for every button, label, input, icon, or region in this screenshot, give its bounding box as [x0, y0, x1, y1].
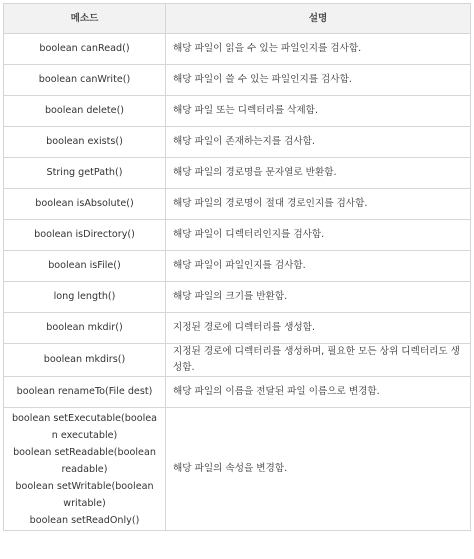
method-cell: boolean isFile() [4, 251, 166, 282]
table-row [4, 313, 471, 344]
table-header-row [4, 4, 471, 34]
table-row [4, 127, 471, 158]
table-row [4, 34, 471, 65]
table-row [4, 65, 471, 96]
method-cell: boolean mkdirs() [4, 344, 166, 377]
table-row [4, 377, 471, 408]
description-cell: 해당 파일이 파일인지를 검사함. [166, 251, 471, 282]
table-row [4, 158, 471, 189]
method-table-container [3, 3, 470, 531]
table-row-setters [4, 408, 471, 531]
table-row [4, 344, 471, 377]
description-cell: 해당 파일의 이름을 전달된 파일 이름으로 변경함. [166, 377, 471, 408]
description-cell: 지정된 경로에 디렉터리를 생성하며, 필요한 모든 상위 디렉터리도 생성함. [166, 344, 471, 377]
description-cell: 지정된 경로에 디렉터리를 생성함. [166, 313, 471, 344]
description-cell: 해당 파일의 크기를 반환함. [166, 282, 471, 313]
method-cell: boolean isDirectory() [4, 220, 166, 251]
description-cell: 해당 파일의 속성을 변경함. [166, 408, 471, 531]
description-cell: 해당 파일이 쓸 수 있는 파일인지를 검사함. [166, 65, 471, 96]
method-cell: String getPath() [4, 158, 166, 189]
method-cell-setters [4, 408, 166, 531]
description-cell: 해당 파일이 디렉터리인지를 검사함. [166, 220, 471, 251]
description-cell: 해당 파일의 경로명을 문자열로 반환함. [166, 158, 471, 189]
table-row [4, 251, 471, 282]
description-cell: 해당 파일의 경로명이 절대 경로인지를 검사함. [166, 189, 471, 220]
description-cell: 해당 파일이 존재하는지를 검사함. [166, 127, 471, 158]
table-row [4, 220, 471, 251]
header-method: 메소드 [4, 4, 166, 34]
file-methods-table [3, 3, 471, 531]
method-line: boolean setReadable(boolean readable) [13, 446, 156, 475]
table-row [4, 189, 471, 220]
method-cell: boolean canWrite() [4, 65, 166, 96]
header-description: 설명 [166, 4, 471, 34]
method-line: boolean setExecutable(boolean executable) [11, 412, 158, 441]
method-line: boolean setWritable(boolean writable) [15, 480, 154, 509]
method-cell: boolean canRead() [4, 34, 166, 65]
method-line: boolean setReadOnly() [29, 514, 140, 526]
method-cell: boolean mkdir() [4, 313, 166, 344]
table-row [4, 96, 471, 127]
method-cell: long length() [4, 282, 166, 313]
description-cell: 해당 파일이 읽을 수 있는 파일인지를 검사함. [166, 34, 471, 65]
method-cell: boolean isAbsolute() [4, 189, 166, 220]
table-row [4, 282, 471, 313]
method-cell: boolean delete() [4, 96, 166, 127]
method-cell: boolean renameTo(File dest) [4, 377, 166, 408]
description-cell: 해당 파일 또는 디렉터리를 삭제함. [166, 96, 471, 127]
method-cell: boolean exists() [4, 127, 166, 158]
